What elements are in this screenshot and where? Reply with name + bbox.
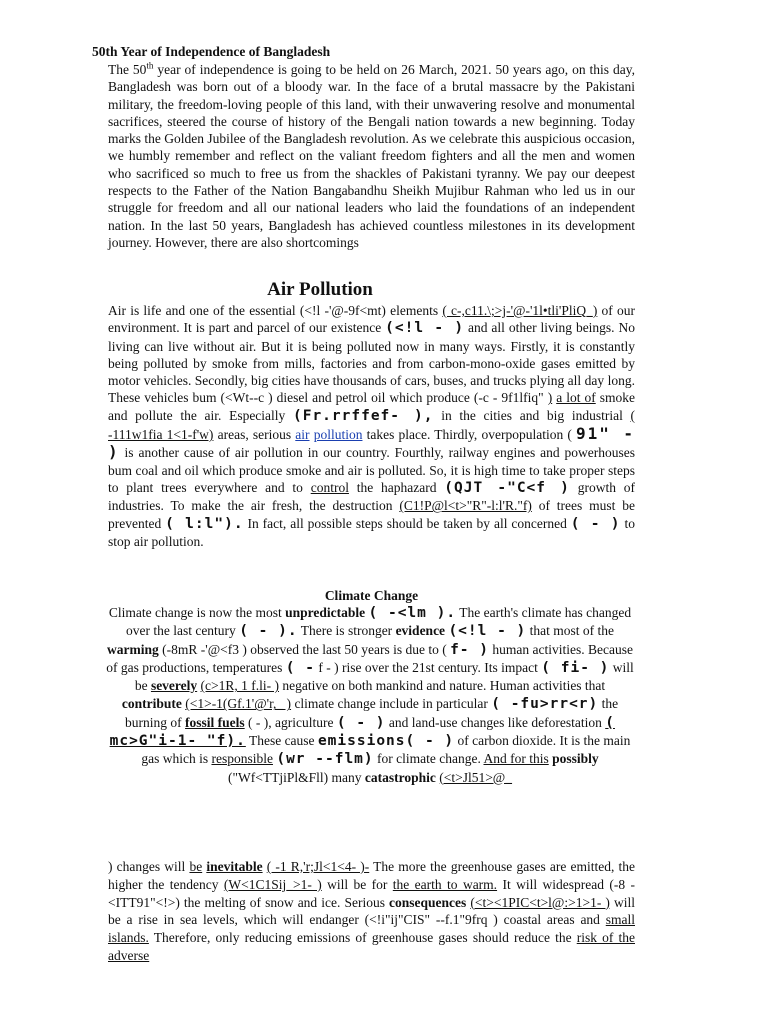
text-run: (-8mR -'@<f3 ) observed the last 50 years is due to ( (158, 641, 451, 657)
text-run: takes place. Thirdly, overpopulation ( (362, 427, 577, 443)
bold-run: consequences (389, 894, 467, 910)
text-run: that most of the (526, 623, 615, 639)
intro-text: The 50 (108, 62, 147, 77)
text-run: It will widespread (-8 -<ITT91"<!>) the melting of snow and ice. Serious (108, 876, 635, 910)
underlined-run: small islands. (108, 912, 635, 946)
underlined-run: ) (547, 390, 553, 406)
text-run: to stop air pollution. (108, 515, 635, 549)
garbled-glyph-run: ( - ) (336, 714, 386, 731)
hyperlink-air[interactable]: air (295, 427, 310, 443)
intro-paragraph (108, 61, 635, 251)
ordinal-suffix: th (146, 60, 154, 71)
bold-underlined-run: fossil fuels (185, 714, 245, 730)
bold-run: unpredictable (285, 605, 366, 620)
garbled-glyph-run: (QJT -"C<f ) (444, 479, 570, 496)
garbled-glyph-run: ( l:l"). (165, 515, 244, 532)
text-run: in the cities and big industrial (433, 407, 631, 423)
garbled-glyph-run: ( - ) (570, 515, 621, 532)
text-run: Therefore, only reducing emissions of greenhouse gases should reduce the (148, 930, 577, 946)
text-run: of carbon dioxide. It is the main gas which is (141, 733, 631, 767)
text-run: the burning of (125, 696, 619, 730)
underlined-run: (<1>-1(Gf.1'@'r,_ ) (185, 696, 292, 712)
text-run: Air is life and one of the essential (<!l -'@-9f<mt) elements (108, 303, 443, 318)
text-run: will be a rise in sea levels, which will endanger (<!i"ij"CIS" --f.1"9frq ) coastal areas and (108, 894, 635, 928)
text-run: In fact, all possible steps should be taken by all concerned (243, 515, 571, 531)
bold-run: possibly (552, 751, 599, 767)
underlined-run: a lot of (556, 390, 596, 406)
text-run: will be (134, 659, 634, 694)
underlined-run: (<t><1PIC<t>l@:>1>1- ) (470, 894, 610, 910)
text-run: f - ) rise over the 21st century. Its impact (314, 659, 542, 675)
garbled-glyph-run: ( -<lm ). (368, 605, 457, 621)
underlined-run: And for this (483, 751, 549, 767)
climate-change-paragraph (104, 604, 636, 787)
text-run: smoke and pollute the air. Especially (108, 390, 635, 423)
text-run: human activities. Because of gas productions, temperatures (106, 641, 633, 675)
text-run: the haphazard (348, 479, 445, 495)
text-run: for climate change. (373, 751, 484, 767)
underlined-run: risk of the adverse (108, 930, 635, 963)
underlined-run: (c>1R, 1 f.li- ) (200, 678, 280, 694)
text-run: ( - ), agriculture (244, 714, 337, 730)
text-run: ) changes will (108, 859, 190, 874)
air-pollution-paragraph (108, 302, 635, 550)
bold-run: catastrophic (364, 769, 436, 785)
bold-run: evidence (395, 623, 446, 639)
garbled-glyph-run: ( mc>G"i-1- "f). (109, 714, 615, 750)
garbled-glyph-run: f- ) (450, 641, 489, 658)
garbled-glyph-run: ( fi- ) (541, 659, 610, 676)
garbled-glyph-run: (<!l - ) (385, 320, 465, 337)
text-run: negative on both mankind and nature. Human activities that (279, 678, 606, 694)
underlined-run: ( c-,c11.\;>j-'@-'1l•tli'PliQ_) (442, 303, 598, 318)
air-pollution-heading: Air Pollution (267, 279, 373, 300)
bold-underlined-run: severely (150, 678, 198, 694)
text-run: Climate change is now the most (108, 605, 286, 620)
text-run: ("Wf<TTjiPl&Fll) many (227, 769, 365, 785)
garbled-glyph-run: ( -fu>rr<r) (491, 696, 599, 713)
bold-run: warming (107, 641, 159, 657)
text-run: The more the greenhouse gases are emitted, the higher the tendency (108, 859, 635, 892)
text-run: The earth's climate has changed over the last century (125, 605, 632, 639)
climate-change-heading: Climate Change (324, 588, 419, 603)
text-run: of trees must be prevented (108, 498, 635, 531)
text-run: and all other living beings. No living can live without air. But it is being polluted now in many ways. Firstly, it is constantly being polluted by smoke from mills, factories and from carbon-mono-oxide gases emitted by motor vehicles. Secondly, big cities have thousands of cars, buses, and trucks plying all day long. These vehicles bum (<Wt--c ) diesel and petrol oil which produce (-c - 9f1lfiq" (108, 320, 635, 406)
underlined-run: be (189, 859, 203, 874)
text-run: climate change include in particular (291, 696, 492, 712)
text-run: will be for (321, 876, 393, 892)
underlined-run: (<t>Jl51>@_ (439, 769, 512, 785)
text-run: and land-use changes like deforestation (385, 714, 606, 730)
underlined-run: the earth to warm. (392, 876, 498, 892)
garbled-glyph-run: emissions( - ) (317, 733, 455, 750)
garbled-glyph-run: (wr --flm) (276, 751, 374, 768)
text-run: is another cause of air pollution in our country. Fourthly, railway engines and powerhouses bum coal and oil which produce smoke and air is polluted. So, it is high time to take proper steps to plant trees everywhere and to (108, 445, 635, 495)
garbled-glyph-run: ( - (285, 659, 315, 676)
page-title: 50th Year of Independence of Bangladesh (92, 44, 331, 59)
text-run: of our environment. It is part and parcel of our existence (108, 303, 636, 336)
bold-run: contribute (121, 696, 182, 712)
garbled-glyph-run: ( - ). (239, 623, 298, 640)
text-run: growth of industries. To make the air fresh, the destruction (108, 479, 635, 514)
intro-text: year of independence is going to be held on 26 March, 2021. 50 years ago, on this day, Bangladesh was born out of a bloody war. In the face of a brutal massacre by the Pakistani military, the freedom-loving people of this land, with their unwavering resolve and monumental sacrifices, steered the course of history of the Bengali nation towards a new beginning. Today marks the Golden Jubilee of the Bangladesh revolution. As we celebrate this auspicious occasion, we humbly remember and reflect on the valiant freedom fighters and all the men and women who sacrificed so much to free us from the shackles of Pakistani tyranny. We pay our deepest respects to the Father of the Nation Bangabandhu Sheikh Mujibur Rahman who led us in our struggle for freedom and all our national leaders who laid the foundations of an independent nation. In the last 50 years, Bangladesh has achieved countless milestones in its development journey. However, there are also shortcomings (108, 62, 635, 250)
underlined-run: ( -111w1fia 1<1-f'w) (108, 407, 635, 443)
bold-underlined-run: inevitable (206, 859, 263, 874)
garbled-glyph-run: (Fr.rrffef- ), (292, 407, 434, 424)
garbled-glyph-run: (<!l - ) (448, 623, 527, 640)
underlined-run: (C1!P@l<t>"R"-l:l'R."f) (399, 498, 532, 514)
hyperlink-pollution[interactable]: pollution (313, 427, 363, 443)
text-run: areas, serious (213, 427, 296, 443)
underlined-run: control (310, 479, 349, 495)
text-run: There is stronger (297, 623, 396, 639)
climate-change-paragraph-continued (108, 858, 635, 965)
underlined-run: ( -1 R,'r;Jl<1<4- )- (266, 859, 370, 874)
underlined-run: (W<1C1Sij_>1- ) (223, 876, 322, 892)
text-run: These cause (245, 733, 318, 749)
garbled-glyph-run: 91" - ) (108, 424, 635, 462)
underlined-run: responsible (211, 751, 273, 767)
